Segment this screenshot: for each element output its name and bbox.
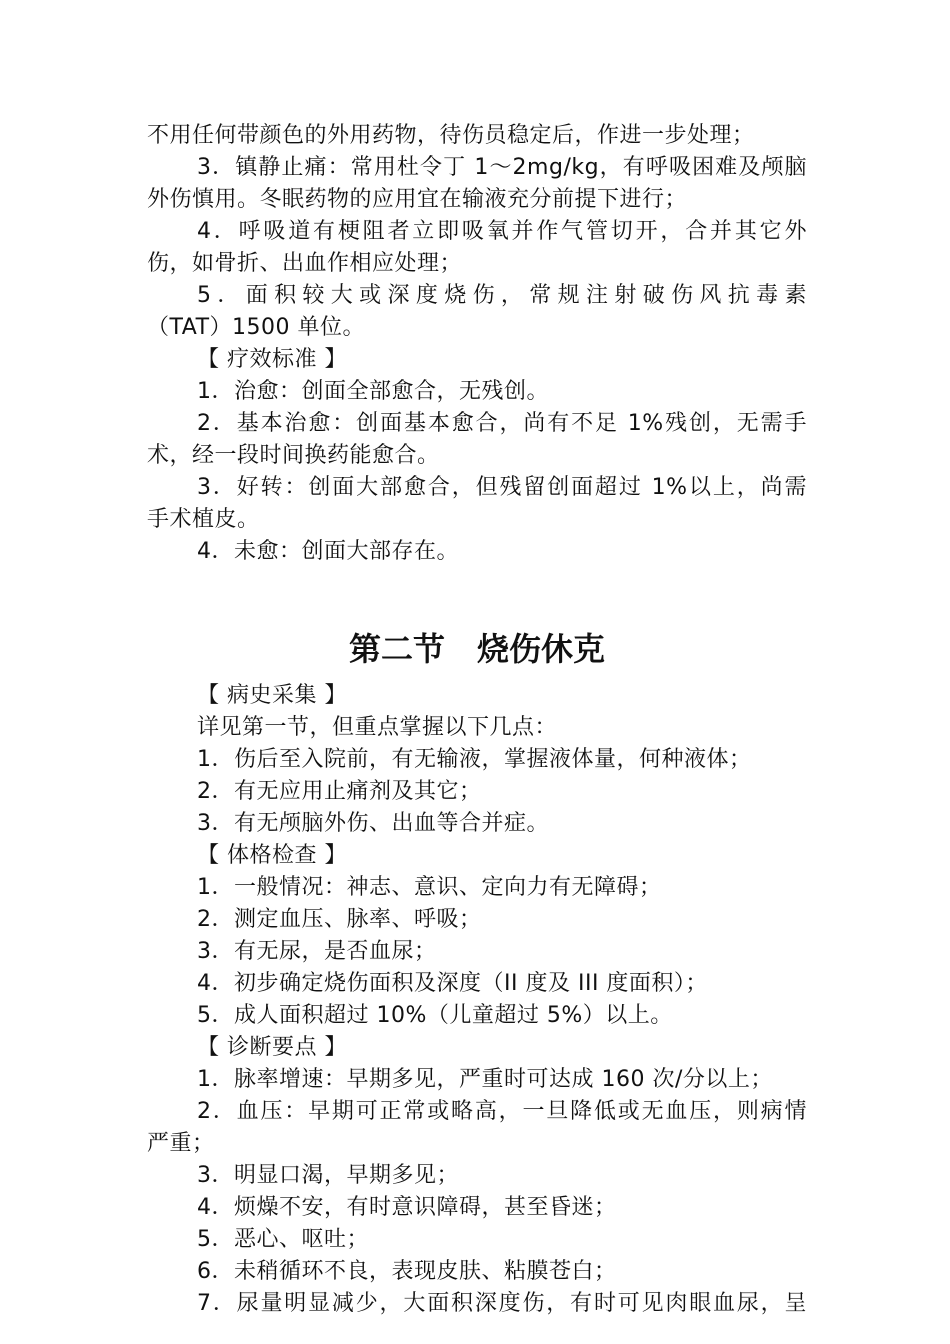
text-line: 5．面积较大或深度烧伤，常规注射破伤风抗毒素 [197,283,807,308]
subsection-heading: 【 体格检查 】 [197,843,347,868]
subsection-heading: 【 病史采集 】 [197,683,347,708]
text-line: 术，经一段时间换药能愈合。 [147,443,440,468]
text-line: 7．尿量明显减少，大面积深度伤，有时可见肉眼血尿，呈 [197,1291,807,1316]
subsection-heading: 【 疗效标准 】 [197,347,347,372]
text-line: 2．基本治愈：创面基本愈合，尚有不足 1%残创，无需手 [197,411,807,436]
text-line: 1．脉率增速：早期多见，严重时可达成 160 次/分以上； [197,1067,773,1092]
text-line: 5．成人面积超过 10%（儿童超过 5%）以上。 [197,1003,673,1028]
text-line: 2．测定血压、脉率、呼吸； [197,907,482,932]
text-line: 4．未愈：创面大部存在。 [197,539,459,564]
text-line: 外伤慎用。冬眠药物的应用宜在输液充分前提下进行； [147,187,688,212]
text-line: 4．呼吸道有梗阻者立即吸氧并作气管切开，合并其它外 [197,219,807,244]
text-line: 1．一般情况：神志、意识、定向力有无障碍； [197,875,662,900]
text-line: 3．有无颅脑外伤、出血等合并症。 [197,811,549,836]
text-line: 4．初步确定烧伤面积及深度（II 度及 III 度面积）； [197,971,708,996]
section-title: 第二节 烧伤休克 [348,630,605,668]
text-line: 3．镇静止痛：常用杜令丁 1～2mg/kg，有呼吸困难及颅脑 [197,155,807,180]
text-line: 3．有无尿，是否血尿； [197,939,437,964]
text-line: 详见第一节，但重点掌握以下几点： [197,715,558,740]
document-page [147,120,807,1320]
text-line: 手术植皮。 [147,507,260,532]
text-line: 4．烦燥不安，有时意识障碍，甚至昏迷； [197,1195,617,1220]
text-line: 1．伤后至入院前，有无输液，掌握液体量，何种液体； [197,747,752,772]
text-line: 1．治愈：创面全部愈合，无残创。 [197,379,549,404]
text-line: 伤，如骨折、出血作相应处理； [147,251,463,276]
text-line: 6．未稍循环不良，表现皮肤、粘膜苍白； [197,1259,617,1284]
text-line: 3．好转：创面大部愈合，但残留创面超过 1%以上，尚需 [197,475,807,500]
text-line: 5．恶心、呕吐； [197,1227,369,1252]
subsection-heading: 【 诊断要点 】 [197,1035,347,1060]
text-line: （TAT）1500 单位。 [147,315,365,340]
text-line: 不用任何带颜色的外用药物，待伤员稳定后，作进一步处理； [147,123,755,148]
text-line: 2．有无应用止痛剂及其它； [197,779,482,804]
text-line: 严重； [147,1131,215,1156]
text-line: 2．血压：早期可正常或略高，一旦降低或无血压，则病情 [197,1099,807,1124]
text-line: 3．明显口渴，早期多见； [197,1163,459,1188]
